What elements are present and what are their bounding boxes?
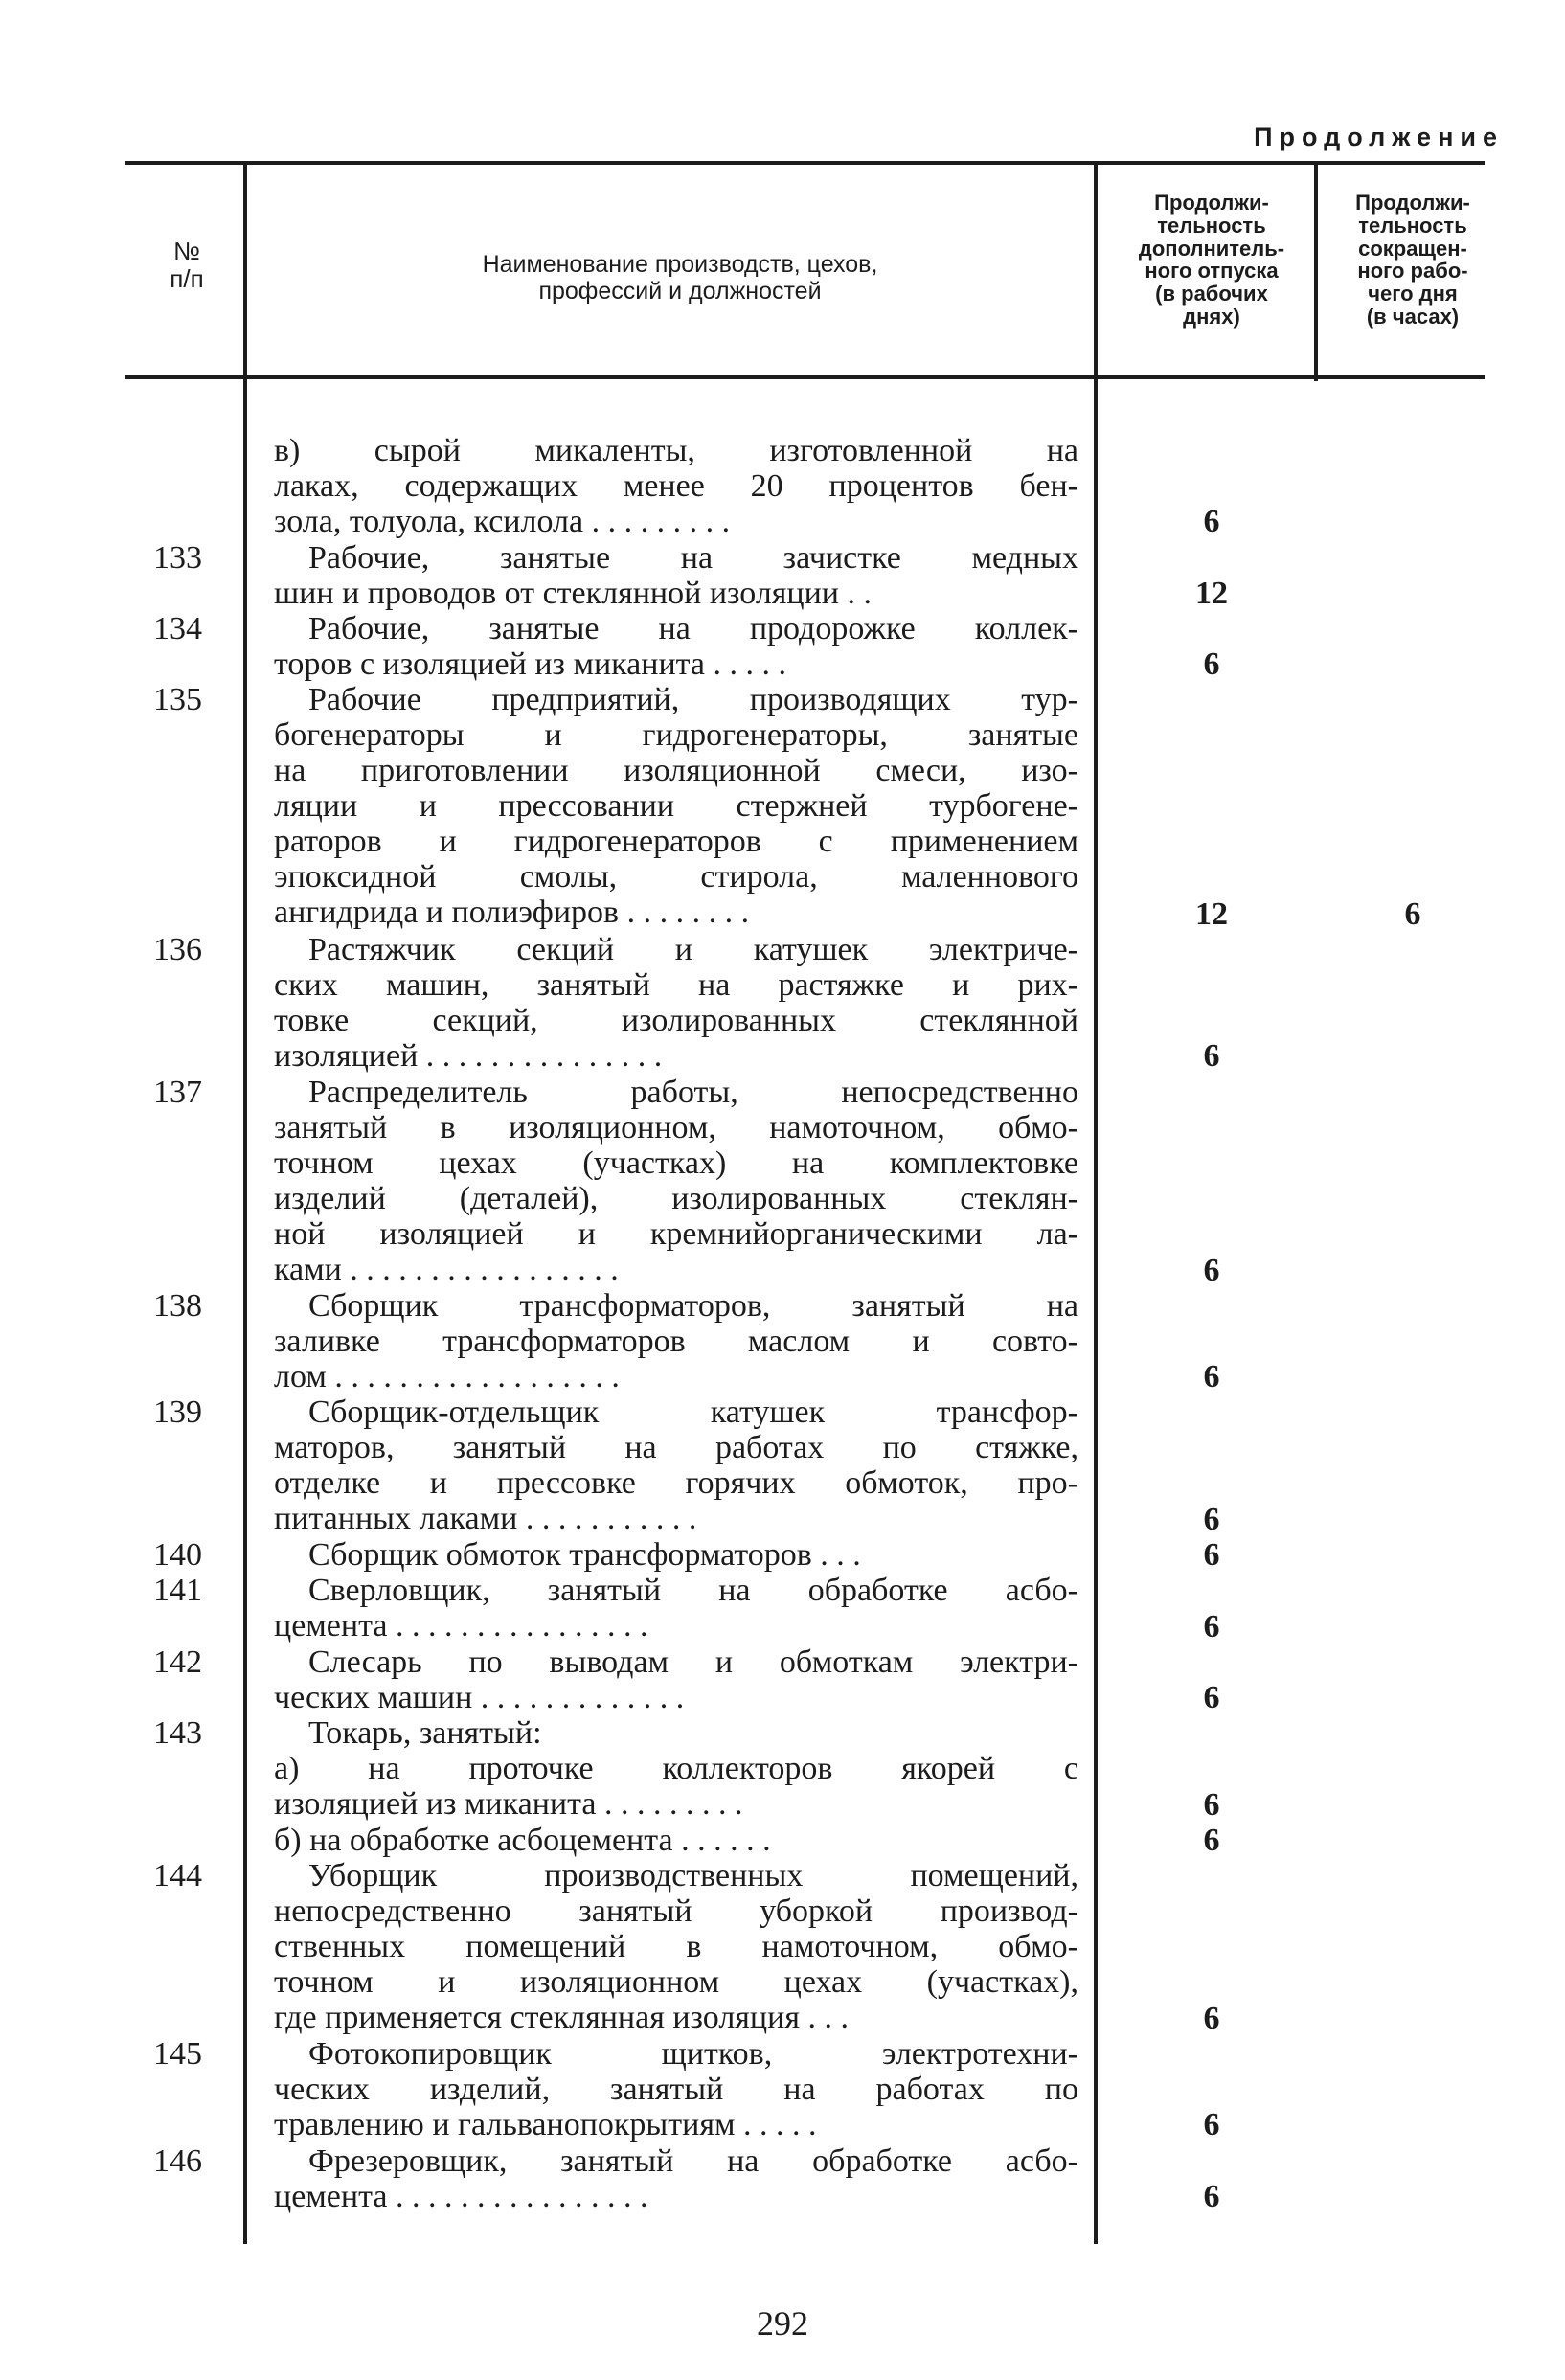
row-text-line: ческих изделий, занятый на работах по [274,2072,1078,2107]
row-number: 145 [153,2036,202,2072]
extra-leave-days: 6 [1203,1786,1220,1823]
row-text [274,1573,1078,1643]
row-number: 143 [153,1715,202,1752]
row-text-line: а) на проточке коллекторов якорей с [274,1751,1078,1787]
row-text-line: зола, толуола, ксилола . . . . . . . . . [274,504,731,539]
row-number: 144 [153,1858,202,1893]
extra-leave-days: 6 [1203,1537,1220,1574]
row-text-line: ками . . . . . . . . . . . . . . . . . [274,1251,619,1287]
row-text-line: изоляцией из миканита . . . . . . . . . [274,1786,743,1823]
header-extra-leave: Продолжи- тельность дополнитель- ного отпуска (в рабочих днях) [1138,191,1285,329]
row-text [274,1823,1078,1858]
extra-leave-days: 6 [1203,1608,1220,1644]
row-text-line: Токарь, занятый: [308,1715,542,1752]
row-text-line: где применяется стеклянная изоляция . . . [274,2000,849,2035]
row-number: 133 [153,539,202,576]
row-text [274,1751,1078,1822]
row-text-line: питанных лаками . . . . . . . . . . . [274,1501,697,1537]
row-text-line: Рабочие, занятые на зачистке медных [308,539,1078,576]
row-text-line: ческих машин . . . . . . . . . . . . . [274,1679,685,1715]
row-text-line: Растяжчик секций и катушек электриче- [308,931,1078,967]
extra-leave-days: 6 [1203,2107,1220,2143]
row-text-line: товке секций, изолированных стеклянной [274,1002,1078,1038]
row-number: 139 [153,1394,202,1431]
row-text-line: лаках, содержащих менее 20 процентов бен- [274,468,1078,504]
row-text-line: ственных помещений в намоточном, обмо- [274,1929,1078,1964]
row-text-line: отделке и прессовке горячих обмоток, про- [274,1465,1078,1502]
row-text-line: маторов, занятый на работах по стяжке, [274,1430,1078,1466]
row-number: 134 [153,611,202,646]
row-text-line: Сборщик-отдельщик катушек трансфор- [308,1394,1078,1431]
page-number: 292 [757,2304,808,2343]
row-text-line: лом . . . . . . . . . . . . . . . . . . [274,1358,620,1394]
row-text [274,1537,1078,1573]
row-text-line: Распределитель работы, непосредственно [308,1074,1078,1110]
row-text-line: цемента . . . . . . . . . . . . . . . . [274,1608,648,1644]
row-text-line: на приготовлении изоляционной смеси, изо- [274,753,1078,789]
row-text [274,433,1078,539]
row-text-line: ских машин, занятый на растяжке и рих- [274,966,1078,1003]
row-text [274,932,1078,1074]
row-text-line: б) на обработке асбоцемента . . . . . . [274,1822,771,1858]
row-text-line: торов с изоляцией из миканита . . . . . [274,646,787,682]
row-text-line: раторов и гидрогенераторов с применением [274,824,1078,860]
row-text-line: Сборщик обмоток трансформаторов . . . [308,1537,861,1574]
row-text-line: Сборщик трансформаторов, занятый на [308,1287,1078,1324]
row-number: 138 [153,1287,202,1324]
row-text [274,1394,1078,1536]
row-number: 137 [153,1074,202,1110]
extra-leave-days: 6 [1203,1501,1220,1537]
row-text-line: Фрезеровщик, занятый на обработке асбо- [308,2142,1078,2179]
row-text-line: ной изоляцией и кремнийорганическими ла- [274,1215,1078,1252]
row-text-line: непосредственно занятый уборкой производ- [274,1893,1078,1929]
continued-label: Продолжение [1254,123,1504,151]
row-text-line: занятый в изоляционном, намоточном, обмо- [274,1109,1078,1145]
extra-leave-days: 6 [1203,1359,1220,1395]
extra-leave-days: 6 [1203,504,1220,540]
row-text-line: изделий (деталей), изолированных стеклян- [274,1180,1078,1216]
row-text-line: эпоксидной смолы, стирола, маленнового [274,859,1078,895]
extra-leave-days: 12 [1195,895,1228,932]
row-text-line: цемента . . . . . . . . . . . . . . . . [274,2178,648,2214]
row-number: 140 [153,1537,202,1574]
extra-leave-days: 6 [1203,2178,1220,2214]
row-number: 141 [153,1573,202,1609]
header-number: № п/п [170,237,204,294]
extra-leave-days: 6 [1203,1822,1220,1858]
row-text [274,2143,1078,2214]
row-text-line: травлению и гальванопокрытиям . . . . . [274,2107,817,2142]
header-reduced-day: Продолжи- тельность сокращен- ного рабо- чего дня (в часах) [1355,191,1470,329]
row-text [274,540,1078,611]
row-text [274,1644,1078,1715]
row-text-line: шин и проводов от стеклянной изоляции . . [274,575,872,611]
extra-leave-days: 6 [1203,1679,1220,1715]
row-text-line: Слесарь по выводам и обмоткам электри- [308,1643,1078,1680]
row-text-line: ангидрида и полиэфиров . . . . . . . . [274,895,750,931]
row-text [274,1715,1078,1751]
row-text-line: Уборщик производственных помещений, [308,1858,1078,1893]
row-text-line: заливке трансформаторов маслом и совто- [274,1323,1078,1359]
row-text-line: Сверловщик, занятый на обработке асбо- [308,1573,1078,1609]
row-text-line: в) сырой микаленты, изготовленной на [274,433,1078,468]
row-text-line: ляции и прессовании стержней турбогене- [274,788,1078,825]
row-number: 136 [153,931,202,967]
reduced-day-hours: 6 [1404,895,1421,932]
row-text [274,1288,1078,1394]
row-text [274,1075,1078,1287]
row-text [274,2036,1078,2142]
row-number: 146 [153,2142,202,2179]
row-text-line: Рабочие предприятий, производящих тур- [308,682,1078,718]
extra-leave-days: 6 [1203,1038,1220,1075]
row-text-line: Рабочие, занятые на продорожке коллек- [308,611,1078,646]
header-name: Наименование производств, цехов, профессий и должностей [482,251,878,305]
row-number: 135 [153,682,202,718]
row-text [274,682,1078,930]
row-text-line: Фотокопировщик щитков, электротехни- [308,2036,1078,2072]
row-text-line: изоляцией . . . . . . . . . . . . . . . [274,1037,663,1074]
extra-leave-days: 6 [1203,2000,1220,2036]
extra-leave-days: 12 [1195,575,1228,611]
row-text-line: точном и изоляционном цехах (участках), [274,1964,1078,2000]
row-text [274,611,1078,682]
row-text [274,1858,1078,2035]
row-number: 142 [153,1643,202,1680]
row-text-line: богенераторы и гидрогенераторы, занятые [274,717,1078,754]
row-text-line: точном цехах (участках) на комплектовке [274,1145,1078,1181]
extra-leave-days: 6 [1203,646,1220,683]
extra-leave-days: 6 [1203,1252,1220,1288]
